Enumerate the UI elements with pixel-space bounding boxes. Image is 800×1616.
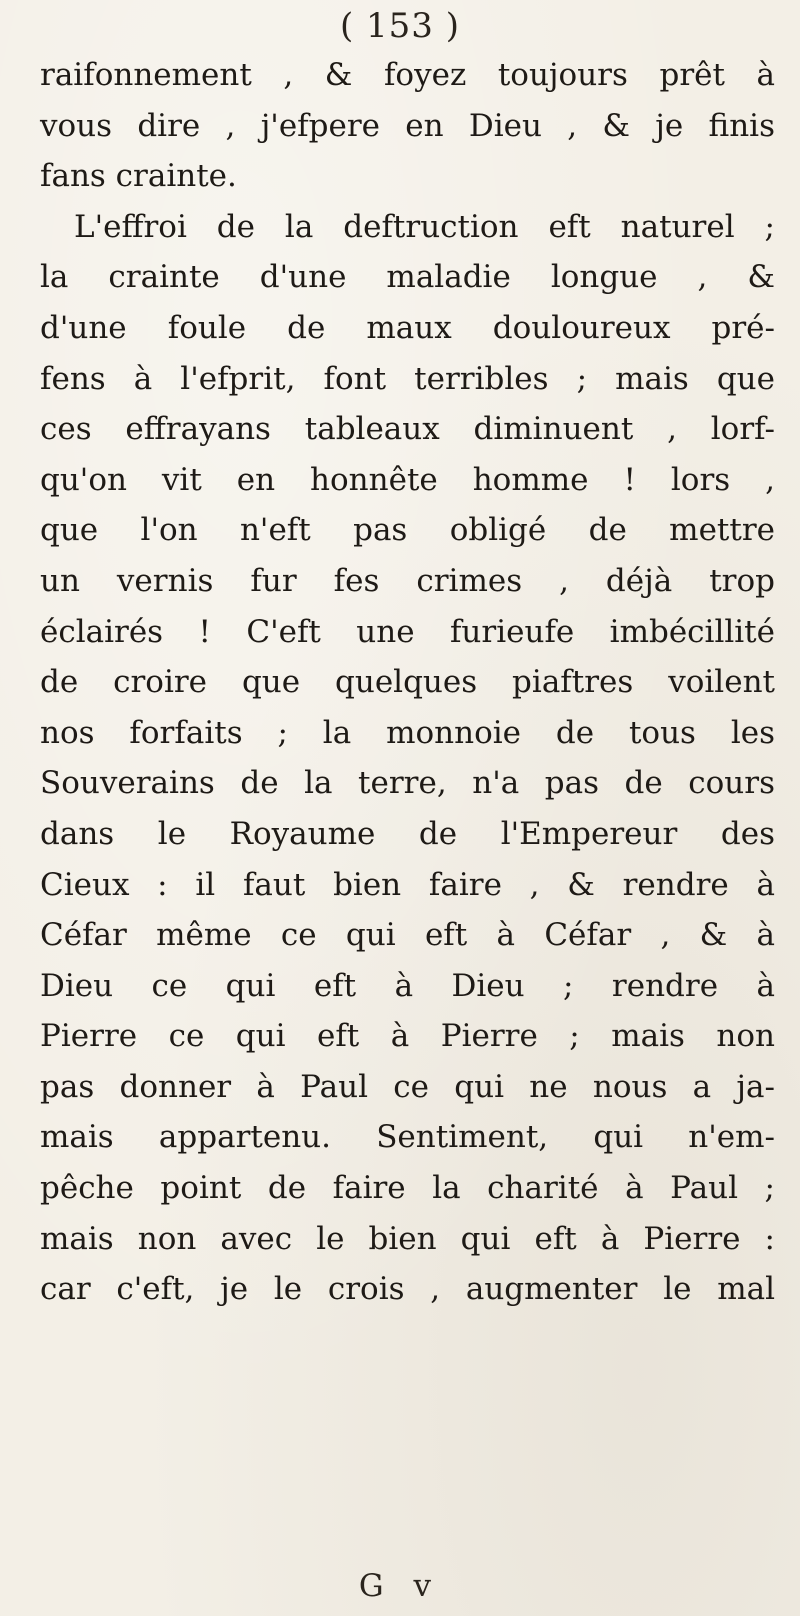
text-line-4: L'effroi de la deftruction eft naturel ;	[74, 208, 775, 245]
text-line-23: pêche point de faire la charité à Paul ;	[40, 1170, 775, 1207]
text-line-15: Souverains de la terre, n'a pas de cours	[40, 765, 775, 802]
text-line-21: pas donner à Paul ce qui ne nous a ja-	[40, 1068, 775, 1105]
text-line-16: dans le Royaume de l'Empereur des	[40, 815, 775, 852]
text-line-11: un vernis fur fes crimes , déjà trop	[40, 562, 775, 599]
text-line-25: car c'eft, je le crois , augmenter le mal	[40, 1271, 775, 1308]
text-line-3: fans crainte.	[40, 158, 237, 195]
text-line-22: mais appartenu. Sentiment, qui n'em-	[40, 1119, 775, 1156]
text-line-14: nos forfaits ; la monnoie de tous les	[40, 714, 775, 751]
text-line-2: vous dire , j'efpere en Dieu , & je finis	[40, 107, 775, 144]
text-line-24: mais non avec le bien qui eft à Pierre :	[40, 1220, 775, 1257]
text-line-17: Cieux : il faut bien faire , & rendre à	[40, 866, 775, 903]
text-line-20: Pierre ce qui eft à Pierre ; mais non	[40, 1018, 775, 1055]
text-line-7: fens à l'efprit, font terribles ; mais que	[40, 360, 775, 397]
page-number: ( 153 )	[339, 6, 461, 46]
text-line-19: Dieu ce qui eft à Dieu ; rendre à	[40, 967, 775, 1004]
text-line-1: raifonnement , & foyez toujours prêt à	[40, 57, 775, 93]
text-line-18: Céfar même ce qui eft à Céfar , & à	[40, 917, 775, 954]
text-line-10: que l'on n'eft pas obligé de mettre	[40, 512, 775, 549]
text-line-8: ces effrayans tableaux diminuent , lorf-	[40, 411, 775, 448]
text-line-12: éclairés ! C'eft une furieufe imbécillité	[40, 613, 775, 650]
text-line-5: la crainte d'une maladie longue , &	[40, 259, 775, 296]
text-line-6: d'une foule de maux douloureux pré-	[40, 309, 775, 346]
text-line-9: qu'on vit en honnête homme ! lors ,	[40, 461, 775, 498]
body-text	[40, 50, 775, 1315]
signature-mark: G v	[358, 1568, 442, 1604]
text-line-13: de croire que quelques piaftres voilent	[40, 664, 775, 701]
